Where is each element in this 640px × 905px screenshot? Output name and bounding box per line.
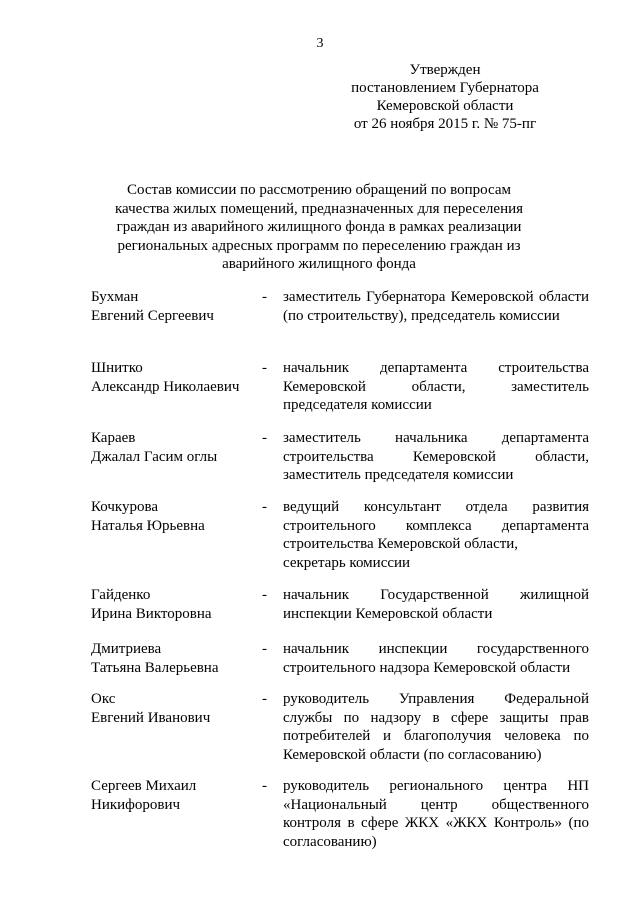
member-row bbox=[0, 586, 640, 640]
member-name: Шнитко Александр Николаевич bbox=[91, 360, 240, 395]
approval-line: Кемеровской области bbox=[376, 98, 514, 114]
member-name: Сергеев Михаил Никифорович bbox=[91, 778, 197, 813]
member-row bbox=[0, 777, 640, 857]
member-row bbox=[0, 640, 640, 690]
member-dash: - bbox=[262, 499, 267, 515]
member-role: заместитель Губернатора Кемеровской области (по строительству), председатель комиссии bbox=[283, 289, 589, 324]
member-role: начальник Государственной жилищной инспекции Кемеровской области bbox=[283, 587, 589, 622]
member-dash: - bbox=[262, 430, 267, 446]
member-dash: - bbox=[262, 778, 267, 794]
member-role: начальник департамента строительства Кемеровской области, заместитель председателя комиссии bbox=[283, 360, 589, 414]
document-title: Состав комиссии по рассмотрению обращений по вопросам качества жилых помещений, предназначенных для переселения граждан из аварийного жилищного фонда в рамках реализации региональных адресных программ по переселению граждан из аварийного жилищного фонда bbox=[114, 182, 524, 273]
member-dash: - bbox=[262, 691, 267, 707]
member-name: Караев Джалал Гасим оглы bbox=[91, 430, 218, 465]
member-name: Гайденко Ирина Викторовна bbox=[91, 587, 212, 622]
member-row bbox=[0, 359, 640, 429]
commission-member-list bbox=[0, 288, 640, 857]
approval-line: Утвержден bbox=[409, 62, 481, 78]
member-role: ведущий консультант отдела развития строительного комплекса департамента строительства Кемеровской области, секретарь комиссии bbox=[283, 499, 589, 571]
page-number: 3 bbox=[316, 36, 324, 51]
member-row bbox=[0, 690, 640, 777]
member-dash: - bbox=[262, 289, 267, 305]
approval-line: от 26 ноября 2015 г. № 75-пг bbox=[353, 116, 537, 132]
member-role: заместитель начальника департамента строительства Кемеровской области, заместитель председателя комиссии bbox=[283, 430, 589, 484]
member-dash: - bbox=[262, 641, 267, 657]
approval-stamp bbox=[330, 61, 560, 133]
approval-line: постановлением Губернатора bbox=[351, 80, 539, 96]
member-name: Дмитриева Татьяна Валерьевна bbox=[91, 641, 219, 676]
member-name: Бухман Евгений Сергеевич bbox=[91, 289, 214, 324]
member-name: Окс Евгений Иванович bbox=[91, 691, 211, 726]
member-dash: - bbox=[262, 587, 267, 603]
member-role: руководитель регионального центра НП «Национальный центр общественного контроля в сфере ЖКХ «ЖКХ Контроль» (по согласованию) bbox=[283, 778, 589, 850]
member-name: Кочкурова Наталья Юрьевна bbox=[91, 499, 205, 534]
member-role: руководитель Управления Федеральной службы по надзору в сфере защиты прав потребителей и благополучия человека по Кемеровской области (по согласованию) bbox=[283, 691, 589, 763]
member-role: начальник инспекции государственного строительного надзора Кемеровской области bbox=[283, 641, 589, 676]
member-row bbox=[0, 288, 640, 359]
member-row bbox=[0, 498, 640, 586]
member-row bbox=[0, 429, 640, 498]
member-dash: - bbox=[262, 360, 267, 376]
